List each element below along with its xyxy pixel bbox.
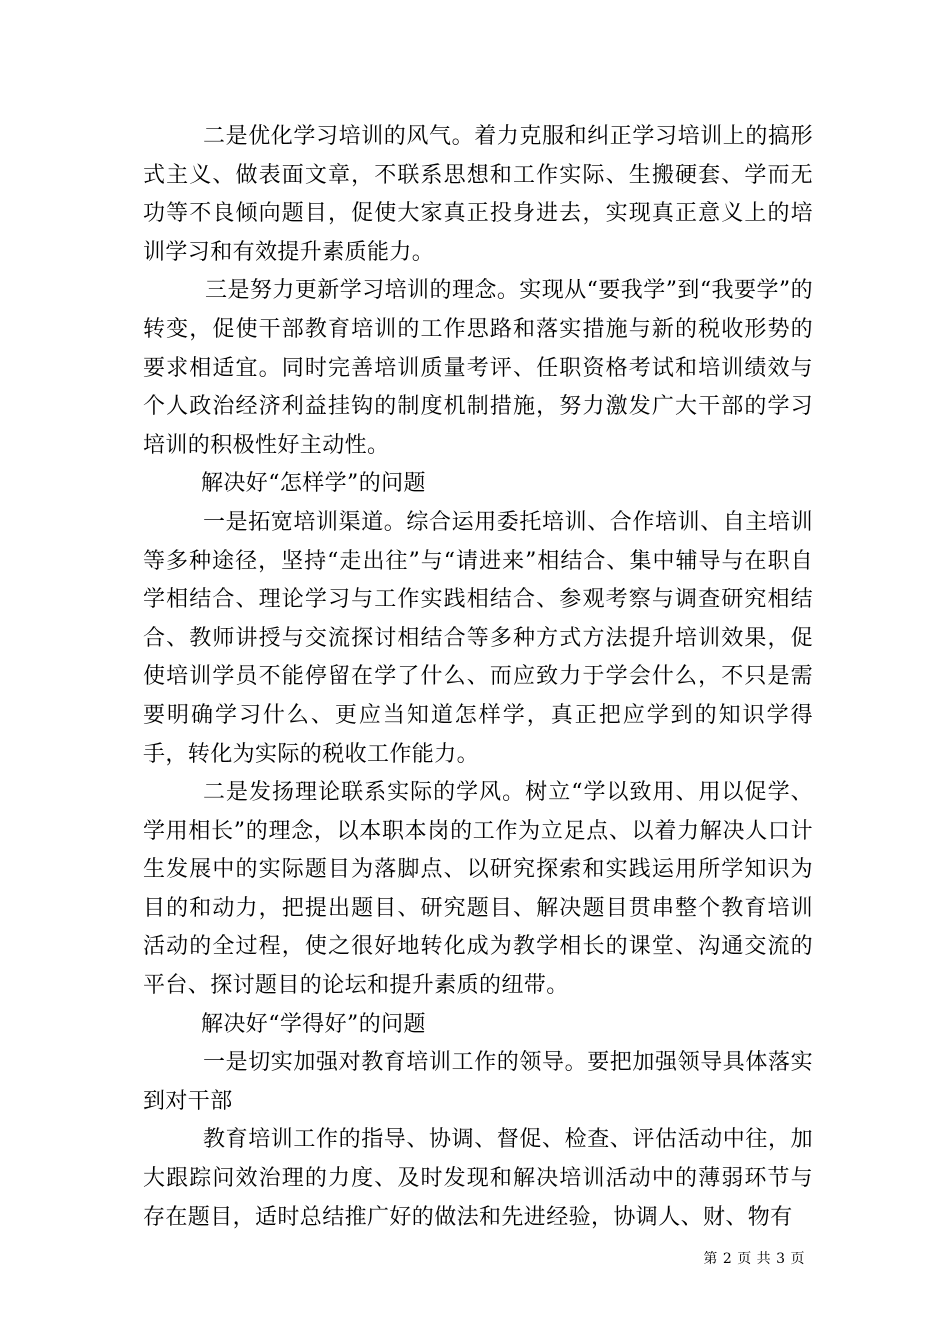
paragraph: 二是优化学习培训的风气。着力克服和纠正学习培训上的搞形式主义、做表面文章，不联系思想和工作实际、生搬硬套、学而无功等不良倾向题目，促使大家真正投身进去，实现真正意义上的培训学习和有效提升素质能力。	[143, 124, 813, 265]
paragraph: 教育培训工作的指导、协调、督促、检查、评估活动中往，加大跟踪问效治理的力度、及时发现和解决培训活动中的薄弱环节与存在题目，适时总结推广好的做法和先进经验，协调人、财、物有	[143, 1127, 813, 1230]
paragraph: 三是努力更新学习培训的理念。实现从“要我学”到“我要学”的转变，促使干部教育培训的工作思路和落实措施与新的税收形势的要求相适宜。同时完善培训质量考评、任职资格考试和培训绩效与个人政治经济利益挂钩的制度机制措施，努力激发广大干部的学习培训的积极性好主动性。	[143, 278, 813, 458]
paragraph: 一是拓宽培训渠道。综合运用委托培训、合作培训、自主培训等多种途径，坚持“走出往”与“请进来”相结合、集中辅导与在职自学相结合、理论学习与工作实践相结合、参观考察与调查研究相结合、教师讲授与交流探讨相结合等多种方式方法提升培训效果，促使培训学员不能停留在学了什么、而应致力于学会什么，不只是需要明确学习什么、更应当知道怎样学，真正把应学到的知识学得手，转化为实际的税收工作能力。	[143, 509, 813, 767]
section-heading: 解决好“怎样学”的问题	[201, 471, 426, 497]
page-number: 第 2 页 共 3 页	[703, 1251, 805, 1267]
section-heading: 解决好“学得好”的问题	[201, 1011, 426, 1037]
paragraph: 一是切实加强对教育培训工作的领导。要把加强领导具体落实到对干部	[143, 1050, 813, 1114]
document-body	[143, 118, 813, 1237]
paragraph: 二是发扬理论联系实际的学风。树立“学以致用、用以促学、学用相长”的理念，以本职本岗的工作为立足点、以着力解决人口计生发展中的实际题目为落脚点、以研究探索和实践运用所学知识为目的和动力，把提出题目、研究题目、解决题目贯串整个教育培训活动的全过程，使之很好地转化成为教学相长的课堂、沟通交流的平台、探讨题目的论坛和提升素质的纽带。	[143, 780, 813, 999]
